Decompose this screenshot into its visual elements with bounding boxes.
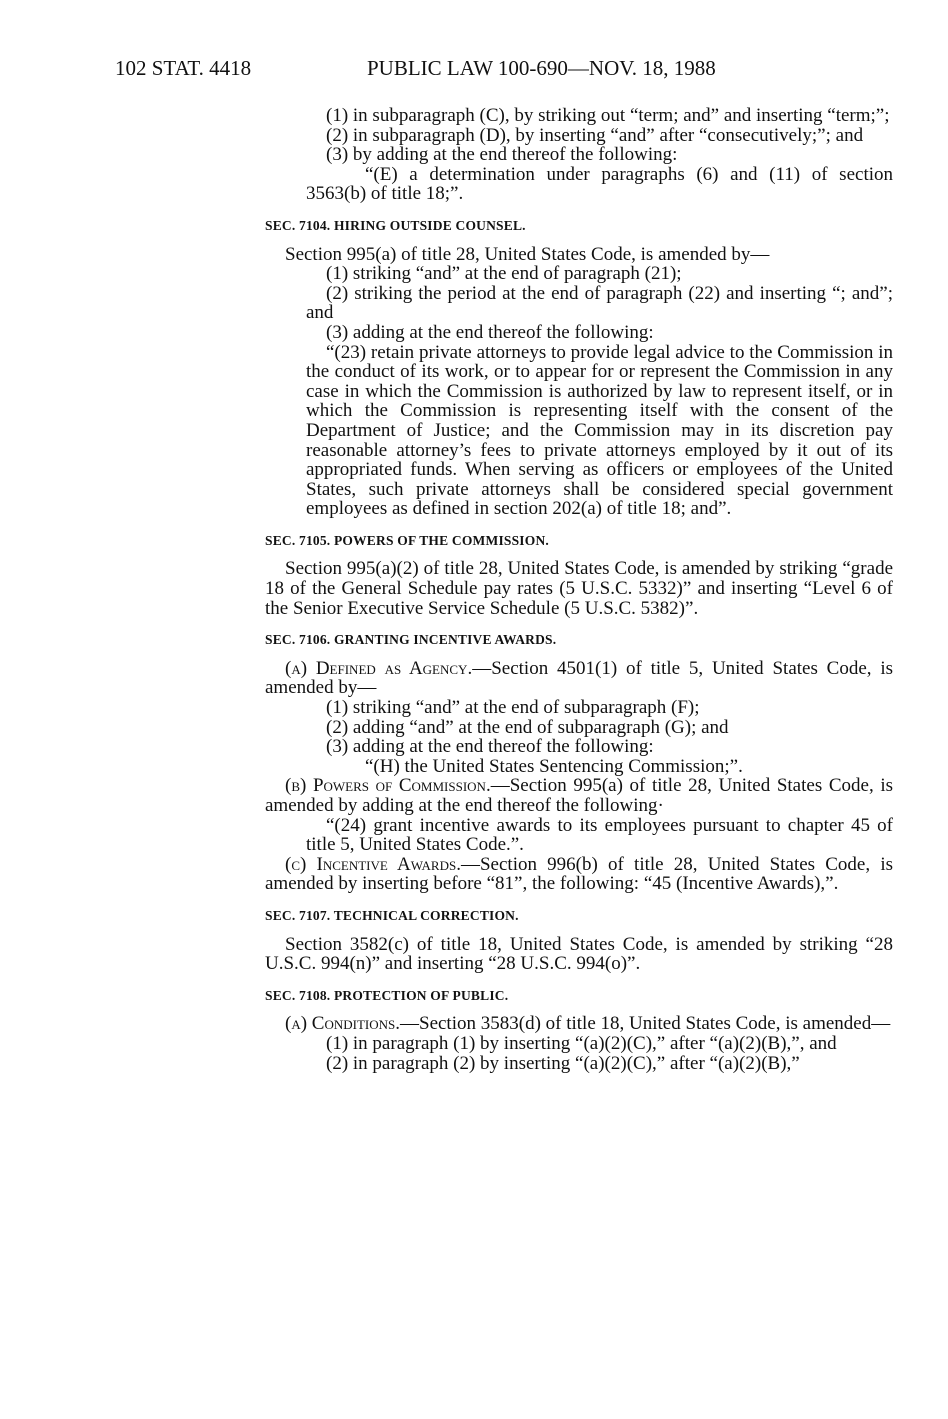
section-7106-item: (1) striking “and” at the end of subparagraph (F); bbox=[326, 697, 700, 719]
intro-quote: “(E) a determination under paragraphs (6) and (11) of section 3563(b) of title 18;”. bbox=[306, 163, 893, 205]
page-reference: 102 STAT. 4418 bbox=[115, 56, 252, 80]
section-7106-b bbox=[265, 776, 893, 815]
section-7108-a bbox=[265, 1014, 893, 1034]
section-7104-quote: “(23) retain private attorneys to provide legal advice to the Commission in the conduct of its work, or to appear for or represent the Commission in any case in which the Commission is authorized by law to represent itself, or in which the Commission is representing itself with the consent of the Department of Justice; and the Commission may in its discretion pay reasonable attorney’s fees to private attorneys employed by it out of its appropriated funds. When serving as officers or employees of the United States, such private attorneys shall be considered special government employees as defined in section 202(a) of title 18; and”. bbox=[306, 341, 893, 520]
subsection-text: —Section 3583(d) of title 18, United States Code, is amended— bbox=[400, 1013, 891, 1035]
subsection-label: (b) Powers of Commission. bbox=[285, 775, 491, 797]
section-7106-a bbox=[265, 659, 893, 698]
section-7104-item: (1) striking “and” at the end of paragraph (21); bbox=[326, 263, 682, 285]
section-7106-item: (3) adding at the end thereof the following: bbox=[326, 736, 654, 758]
section-7104-lead: Section 995(a) of title 28, United States Code, is amended by— bbox=[285, 243, 770, 265]
subsection-label: (c) Incentive Awards. bbox=[285, 853, 461, 875]
section-7106-c bbox=[265, 855, 893, 894]
section-7108-item: (1) in paragraph (1) by inserting “(a)(2)(C),” after “(a)(2)(B),”, and bbox=[326, 1032, 837, 1054]
section-7108-item: (2) in paragraph (2) by inserting “(a)(2)(C),” after “(a)(2)(B),” bbox=[326, 1052, 800, 1074]
subsection-text: —Section 996(b) of title 28, United States Code, is amended by inserting before “81”, the following: “45 (Incentive Awards),”. bbox=[265, 853, 893, 895]
intro-item: (3) by adding at the end thereof the following: bbox=[326, 144, 678, 166]
law-title: PUBLIC LAW 100-690—NOV. 18, 1988 bbox=[367, 56, 716, 80]
section-7106-quote-24: “(24) grant incentive awards to its employees pursuant to chapter 45 of title 5, United States Code.”. bbox=[306, 814, 893, 856]
section-7105-text: Section 995(a)(2) of title 28, United States Code, is amended by striking “grade 18 of the General Schedule pay rates (5 U.S.C. 5332)” and inserting “Level 6 of the Senior Executive Service Schedule (5 U.S.C. 5382)”. bbox=[265, 558, 893, 619]
section-heading-7105: SEC. 7105. POWERS OF THE COMMISSION. bbox=[265, 532, 549, 548]
subsection-label: (a) Defined as Agency. bbox=[285, 657, 473, 679]
section-heading-7108: SEC. 7108. PROTECTION OF PUBLIC. bbox=[265, 987, 509, 1003]
section-heading-7104: SEC. 7104. HIRING OUTSIDE COUNSEL. bbox=[265, 217, 526, 233]
subsection-text: —Section 995(a) of title 28, United States Code, is amended by adding at the end thereof the following· bbox=[265, 775, 893, 816]
section-7104-item: (2) striking the period at the end of paragraph (22) and inserting “; and”; and bbox=[306, 282, 893, 324]
section-7106-item: (2) adding “and” at the end of subparagraph (G); and bbox=[326, 716, 729, 738]
subsection-label: (a) Conditions. bbox=[285, 1013, 400, 1035]
document-body bbox=[265, 106, 893, 1073]
section-heading-7106: SEC. 7106. GRANTING INCENTIVE AWARDS. bbox=[265, 632, 557, 648]
running-header bbox=[115, 56, 888, 86]
intro-item: (1) in subparagraph (C), by striking out “term; and” and inserting “term;”; bbox=[326, 105, 890, 126]
intro-item: (2) in subparagraph (D), by inserting “and” after “consecutively;”; and bbox=[326, 124, 864, 146]
section-7104-item: (3) adding at the end thereof the following: bbox=[326, 321, 654, 343]
section-7107-text: Section 3582(c) of title 18, United States Code, is amended by striking “28 U.S.C. 994(n)” and inserting “28 U.S.C. 994(o)”. bbox=[265, 933, 893, 975]
section-7106-quote-h: “(H) the United States Sentencing Commission;”. bbox=[365, 755, 743, 777]
subsection-text: —Section 4501(1) of title 5, United States Code, is amended by— bbox=[265, 657, 893, 699]
section-heading-7107: SEC. 7107. TECHNICAL CORRECTION. bbox=[265, 907, 519, 923]
